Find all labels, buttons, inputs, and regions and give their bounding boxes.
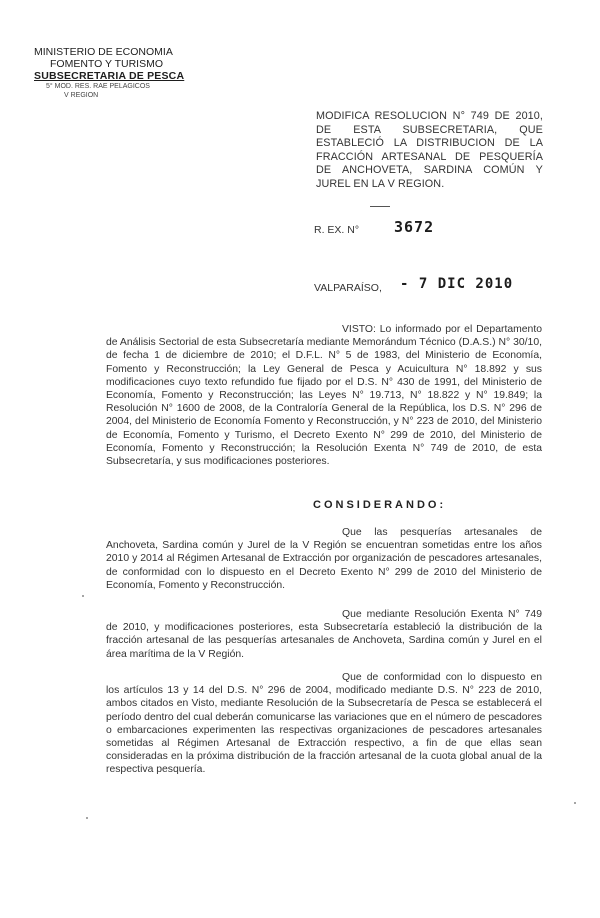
visto-paragraph: VISTO: Lo informado por el Departamento de Análisis Sectorial de esta Subsecretaría mediante Memorándum Técnico (D.A.S.) N° 30/10, de fecha 1 de diciembre de 2010; el D.F.L. N° 5 de 1983, del Ministerio de Economía, Fomento y Reconstrucción; la Ley General de Pesca y Acuicultura N° 18.892 y sus modificaciones cuyo texto refundido fue fijado por el D.S. N° 430 de 1991, del Ministerio de Economía, Fomento y Reconstrucción; las Leyes N° 19.713, N° 18.822 y N° 19.849; la Resolución N° 1600 de 2008, de la Contraloría General de la República, los D.S. N° 296 de 2004, del Ministerio de Economía Fomento y Reconstrucción, y N° 223 de 2010, del Ministerio de Economía, Fomento y Turismo, el Decreto Exento N° 299 de 2010, del Ministerio de Economía, Fomento y Reconstrucción; la Resolución Exenta N° 749 de 2010, de esta Subsecretaría, y sus modificaciones posteriores.: [106, 324, 542, 468]
ministry-name: MINISTERIO DE ECONOMIA: [34, 46, 173, 58]
stamp-line-2: V REGION: [64, 92, 99, 99]
considerando-paragraph-1: Que las pesquerías artesanales de Anchoveta, Sardina común y Jurel de la V Región se encuentran sometidas entre los años 2010 y 2014 al Régimen Artesanal de Extracción por organización de pescadores artesanales, de conformidad con lo dispuesto en el Decreto Exento N° 299 de 2010 del Ministerio de Economía, Fomento y Reconstrucción.: [106, 527, 542, 591]
considerando-paragraph-2: Que mediante Resolución Exenta N° 749 de 2010, y modificaciones posteriores, esta Subsecretaría estableció la distribución de la fracción artesanal de las pesquerías artesanales de Anchoveta, Sardina común y Jurel en el área marítima de la V Región.: [106, 609, 542, 660]
considerando-heading: CONSIDERANDO:: [313, 499, 447, 511]
subsecretaria-name: SUBSECRETARIA DE PESCA: [34, 70, 185, 82]
ministry-header: [34, 46, 194, 100]
considerando-paragraph-3: Que de conformidad con lo dispuesto en los artículos 13 y 14 del D.S. N° 296 de 2004, modificado mediante D.S. N° 223 de 2010, ambos citados en Visto, mediante Resolución de la Subsecretaría de Pesca se establecerá el período dentro del cual deberán comunicarse las variaciones que en el número de pescadores o embarcaciones experimenten las respectivas organizaciones de pescadores artesanales sometidas al Régimen Artesanal de Extracción respectivo, a fin de que ellas sean consideradas en la próxima distribución de la fracción artesanal de la cuota global anual de la respectiva pesquería.: [106, 672, 542, 776]
resolution-number: 3672: [394, 218, 435, 236]
resolution-label: R. EX. N°: [314, 224, 360, 236]
resolution-title: MODIFICA RESOLUCION N° 749 DE 2010, DE ESTA SUBSECRETARIA, QUE ESTABLECIÓ LA DISTRIBUCION DE LA FRACCIÓN ARTESANAL DE PESQUERÍA DE ANCHOVETA, SARDINA COMÚN Y JUREL EN LA V REGION.: [316, 110, 543, 190]
stamp-line-1: 5° MOD. RES. RAE PELAGICOS: [46, 83, 150, 90]
ministry-subtitle: FOMENTO Y TURISMO: [50, 58, 163, 70]
scan-speck: [86, 817, 88, 819]
scan-speck: [82, 595, 84, 597]
date-stamp: - 7 DIC 2010: [400, 276, 514, 292]
scan-speck: [574, 802, 576, 804]
place: VALPARAÍSO,: [314, 282, 382, 294]
number-mark: [370, 206, 390, 207]
